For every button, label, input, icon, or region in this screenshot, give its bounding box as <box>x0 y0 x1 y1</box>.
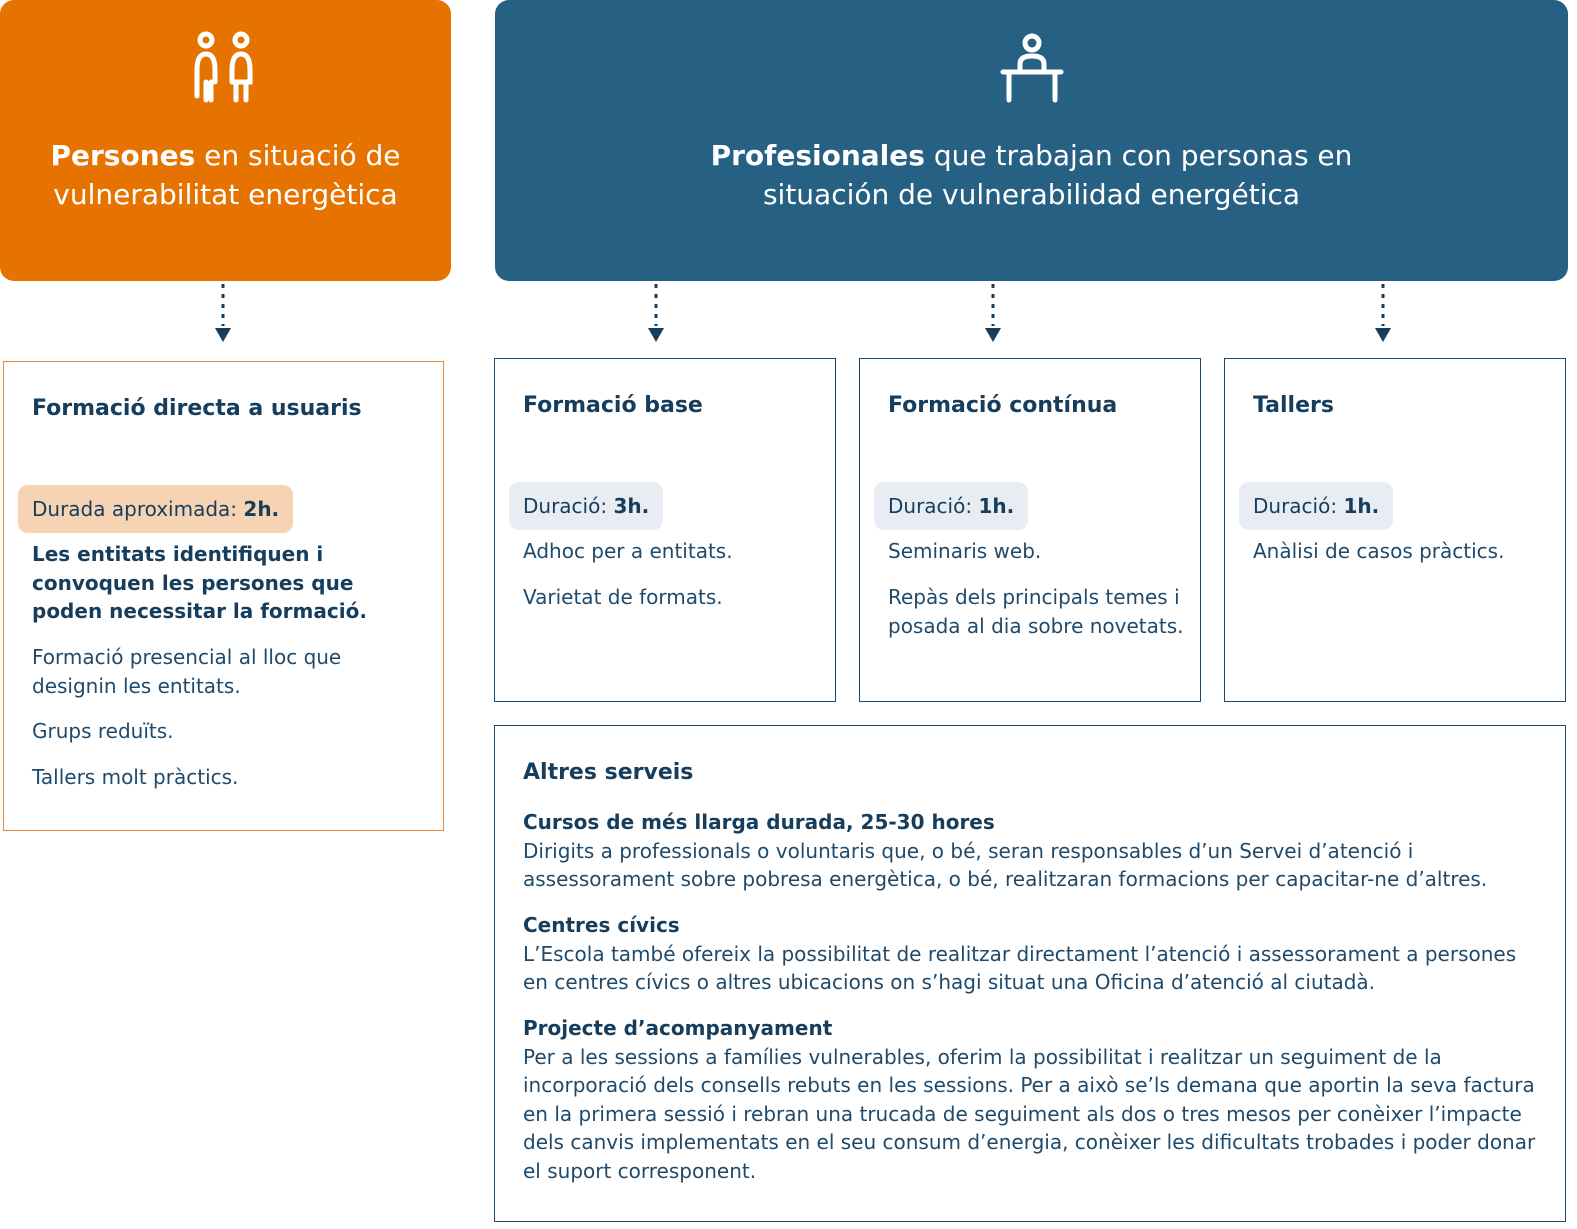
people-icon <box>191 30 261 104</box>
header-profesionales-title <box>495 136 1568 214</box>
header-persones-bold: Persones <box>50 139 196 172</box>
header-profesionales-rest1: que trabajan con personas en <box>924 139 1353 172</box>
header-persones <box>0 0 451 281</box>
header-profesionales-rest2: situación de vulnerabilidad energética <box>762 178 1301 211</box>
box-base-item-2: Varietat de formats. <box>523 585 723 609</box>
duration-label: Duració: <box>888 494 979 518</box>
duration-pill-usuaris <box>18 485 293 533</box>
duration-label: Durada aproximada: <box>32 497 244 521</box>
box-usuaris-item-2: Grups reduïts. <box>32 719 174 743</box>
box-formacio-base <box>494 358 836 702</box>
dotted-arrow-base <box>646 284 666 344</box>
header-persones-rest1: en situació de <box>195 139 401 172</box>
box-formacio-directa-title: Formació directa a usuaris <box>32 396 362 421</box>
duration-pill-base <box>509 482 663 530</box>
box-tallers-title: Tallers <box>1253 393 1334 418</box>
header-profesionales-bold: Profesionales <box>710 139 925 172</box>
duration-pill-tallers <box>1239 482 1393 530</box>
duration-value: 3h. <box>613 494 650 518</box>
box-formacio-base-title: Formació base <box>523 393 703 418</box>
box-altres-serveis <box>494 725 1566 1222</box>
box-usuaris-item-3: Tallers molt pràctics. <box>32 765 239 789</box>
header-persones-rest2: vulnerabilitat energètica <box>53 178 398 211</box>
box-continua-item-1: Seminaris web. <box>888 539 1042 563</box>
box-tallers-item-1: Anàlisi de casos pràctics. <box>1253 539 1505 563</box>
duration-value: 1h. <box>978 494 1015 518</box>
box-usuaris-bold-text: Les entitats identifiquen i convoquen les persones que poden necessitar la formació. <box>32 542 367 623</box>
altres-section-heading: Centres cívics <box>523 913 680 937</box>
box-continua-item-2: Repàs dels principals temes i posada al dia sobre novetats. <box>888 585 1184 638</box>
duration-value: 2h. <box>243 497 280 521</box>
box-formacio-directa <box>3 361 444 831</box>
altres-section-text: Dirigits a professionals o voluntaris que, o bé, seran responsables d’un Servei d’atenció i assessorament sobre pobresa energètica, o bé, realitzaran formacions per capacitar-ne d’altres. <box>523 838 1488 891</box>
altres-section-centres <box>523 911 1545 997</box>
dotted-arrow-continua <box>983 284 1003 344</box>
altres-section-cursos <box>523 808 1545 894</box>
altres-section-text: L’Escola també ofereix la possibilitat de realitzar directament l’atenció i assessorament a persones en centres cívics o altres ubicacions on s’hagi situat una Oficina d’atenció al ciutadà. <box>523 941 1517 994</box>
altres-section-heading: Cursos de més llarga durada, 25-30 hores <box>523 810 995 834</box>
duration-label: Duració: <box>1253 494 1344 518</box>
duration-label: Duració: <box>523 494 614 518</box>
altres-section-projecte <box>523 1014 1545 1185</box>
header-persones-title <box>0 136 451 214</box>
duration-pill-continua <box>874 482 1028 530</box>
altres-section-heading: Projecte d’acompanyament <box>523 1016 833 1040</box>
box-altres-title: Altres serveis <box>523 760 694 785</box>
desk-person-icon <box>999 30 1065 104</box>
dotted-arrow-usuaris <box>213 284 233 344</box>
box-formacio-continua-title: Formació contínua <box>888 393 1118 418</box>
dotted-arrow-tallers <box>1373 284 1393 344</box>
altres-section-text: Per a les sessions a famílies vulnerables, oferim la possibilitat i realitzar un seguiment de la incorporació dels consells rebuts en les sessions. Per a això se’ls demana que aportin la seva factura en la primera sessió i rebran una trucada de seguiment als dos o tres mesos per conèixer l’impacte dels canvis implementats en el seu consum d’energia, conèixer les dificultats trobades i poder donar el suport corresponent. <box>523 1044 1536 1183</box>
box-usuaris-item-1: Formació presencial al lloc que designin les entitats. <box>32 645 342 698</box>
box-base-item-1: Adhoc per a entitats. <box>523 539 733 563</box>
box-formacio-continua <box>859 358 1201 702</box>
duration-value: 1h. <box>1343 494 1380 518</box>
box-tallers <box>1224 358 1566 702</box>
header-profesionales <box>495 0 1568 281</box>
